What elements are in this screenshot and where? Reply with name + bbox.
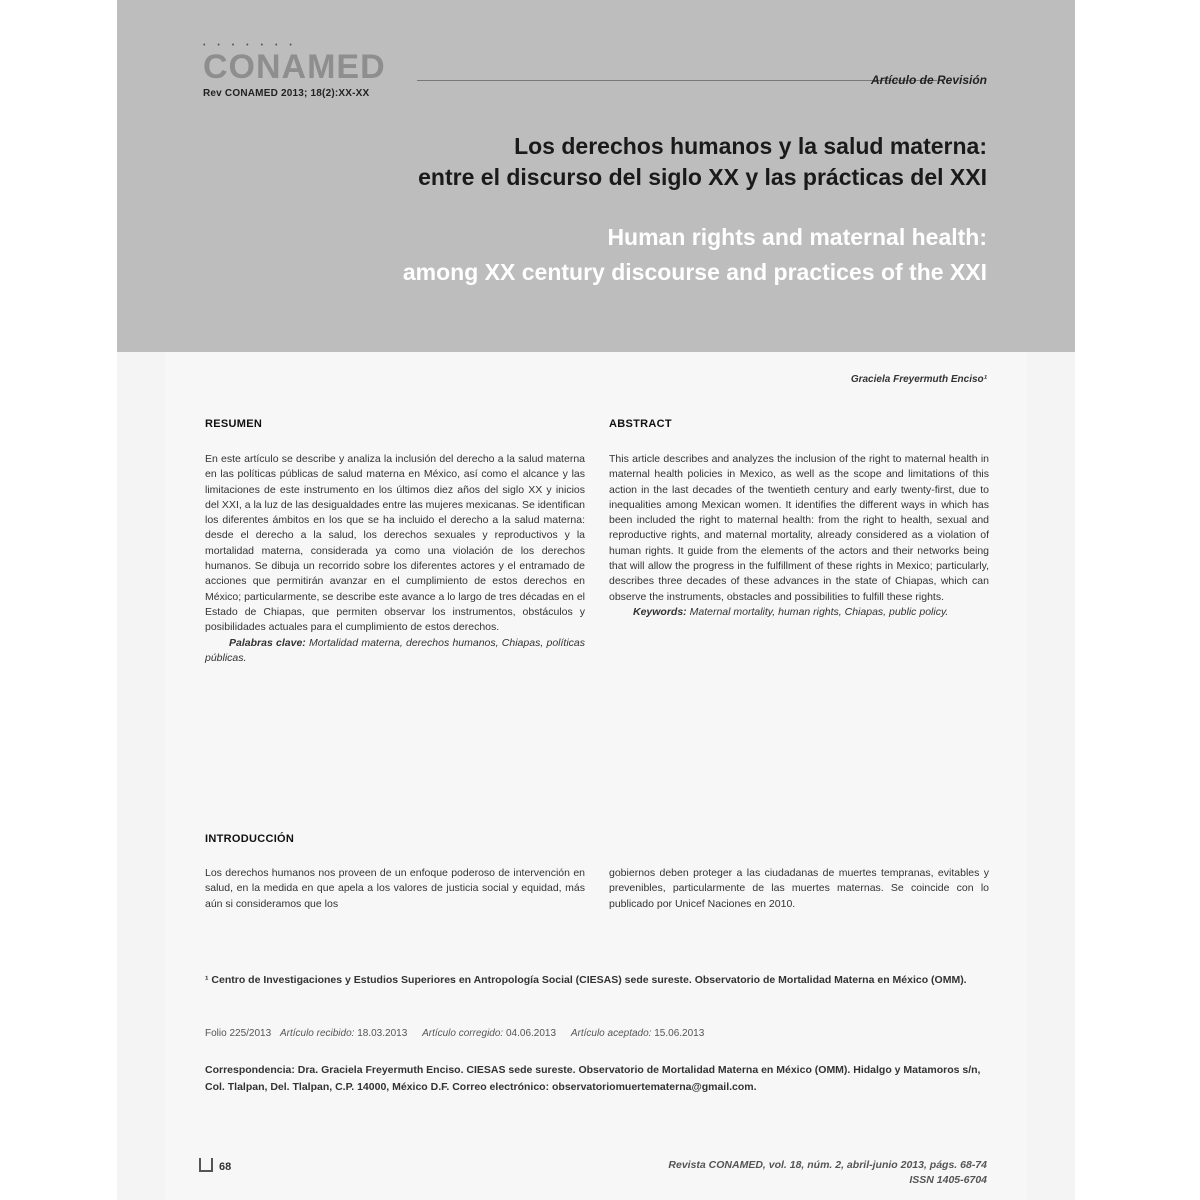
- title-spanish: Los derechos humanos y la salud materna: entre el discurso del siglo XX y las prácticas del XXI: [418, 133, 987, 190]
- journal-citation: Rev CONAMED 2013; 18(2):XX-XX: [203, 88, 370, 99]
- intro-left-text: Los derechos humanos nos proveen de un enfoque poderoso de intervención en salud, en la medida en que apela a los valores de justicia social y equidad, más aún si consideramos que los: [205, 867, 585, 910]
- title-english: Human rights and maternal health: among XX century discourse and practices of the XXI: [402, 224, 987, 285]
- header-divider: [417, 80, 937, 81]
- received-label: Artículo recibido:: [279, 1028, 355, 1039]
- page-number-text: 68: [219, 1161, 232, 1173]
- intro-heading: INTRODUCCIÓN: [205, 833, 295, 845]
- journal-footer: [467, 1158, 987, 1188]
- intro-left-column: [205, 866, 585, 912]
- abstract-keywords-text: Maternal mortality, human rights, Chiapas, public policy.: [689, 605, 949, 618]
- accepted-date: 15.06.2013: [654, 1028, 705, 1039]
- author-line: Graciela Freyermuth Enciso¹: [850, 374, 987, 385]
- correspondence: Correspondencia: Dra. Graciela Freyermuth Enciso. CIESAS sede sureste. Observatorio de Mortalidad Materna en México (OMM). Hidalgo y Matamoros s/n, Col. Tlalpan, Del. Tlalpan, C.P. 14000, México D.F. Correo electrónico: observatoriomuertematerna@gmail.com.: [205, 1064, 981, 1093]
- affiliation-footnote: ¹ Centro de Investigaciones y Estudios Superiores en Antropología Social (CIESAS) sede sureste. Observatorio de Mortalidad Materna en México (OMM).: [205, 974, 967, 986]
- abstract-keywords: [609, 605, 989, 620]
- logo-dots: • • • • • • •: [203, 42, 297, 49]
- logo-text: CONAMED: [203, 48, 386, 86]
- resumen-keywords-text: Mortalidad materna, derechos humanos, Chiapas, políticas públicas.: [205, 636, 585, 664]
- header-band: [117, 0, 1075, 352]
- intro-right-text: gobiernos deben proteger a las ciudadanas de muertes tempranas, evitables y prevenibles, particularmente de las muertes maternas. Se coincide con lo publicado por Unicef Naciones en 2010.: [609, 867, 989, 910]
- page-number: [199, 1158, 231, 1173]
- folio: Folio 225/2013: [205, 1028, 272, 1039]
- intro-heading-wrap: [205, 833, 585, 845]
- intro-right-column: [609, 866, 989, 912]
- resumen-keywords-label: Palabras clave:: [229, 636, 306, 649]
- abstract-body: This article describes and analyzes the inclusion of the right to maternal health in maternal health policies in Mexico, as well as the scope and limitations of this action in the last decades of the twentieth century and early twenty-first, due to inequalities among Mexican women. It identifies the different ways in which has been included the right to maternal health: from the right to health, sexual and reproductive rights, and maternal mortality, already considered as a violation of human rights. It guide from the elements of the actors and their networks being that will allow the progress in the fulfillment of these rights in Mexico; particularly, describes three decades of these advances in the state of Chiapas, which can observe the instruments, obstacles and possibilities to fulfill these rights.: [609, 453, 989, 603]
- page: [117, 0, 1075, 1200]
- journal-logo: [203, 42, 386, 84]
- resumen-section: [205, 418, 585, 666]
- page-marker-icon: [199, 1158, 213, 1172]
- article-type: Artículo de Revisión: [870, 73, 987, 87]
- corrected-label: Artículo corregido:: [422, 1028, 504, 1039]
- resumen-heading: RESUMEN: [205, 418, 263, 430]
- abstract-heading: ABSTRACT: [609, 418, 672, 430]
- abstract-keywords-label: Keywords:: [633, 605, 687, 618]
- article-dates: [205, 1028, 1005, 1039]
- journal-footer-line: Revista CONAMED, vol. 18, núm. 2, abril-junio 2013, págs. 68-74: [668, 1159, 987, 1171]
- journal-issn: ISSN 1405-6704: [909, 1174, 987, 1186]
- accepted-label: Artículo aceptado:: [570, 1028, 652, 1039]
- resumen-keywords: [205, 636, 585, 667]
- abstract-section: [609, 418, 989, 620]
- resumen-body: En este artículo se describe y analiza la inclusión del derecho a la salud materna en las políticas públicas de salud materna en México, así como el alcance y las limitaciones de este instrumento en los últimos diez años del siglo XX y inicios del XXI, a la luz de las desigualdades entre las mujeres mexicanas. Se identifican los diferentes ámbitos en los que se ha incluido el derecho a la salud materna: desde el derecho a la salud, los derechos sexuales y reproductivos y la mortalidad materna, considerada ya como una violación de los derechos humanos. Se dibuja un recorrido sobre los diferentes actores y el entramado de acciones que permitirán avanzar en el cumplimiento de estos derechos en México; particularmente, se describe este avance a lo largo de tres décadas en el Estado de Chiapas, que permiten observar los instrumentos, obstáculos y posibilidades actuales para el cumplimiento de estos derechos.: [205, 453, 585, 634]
- corrected-date: 04.06.2013: [506, 1028, 557, 1039]
- received-date: 18.03.2013: [357, 1028, 408, 1039]
